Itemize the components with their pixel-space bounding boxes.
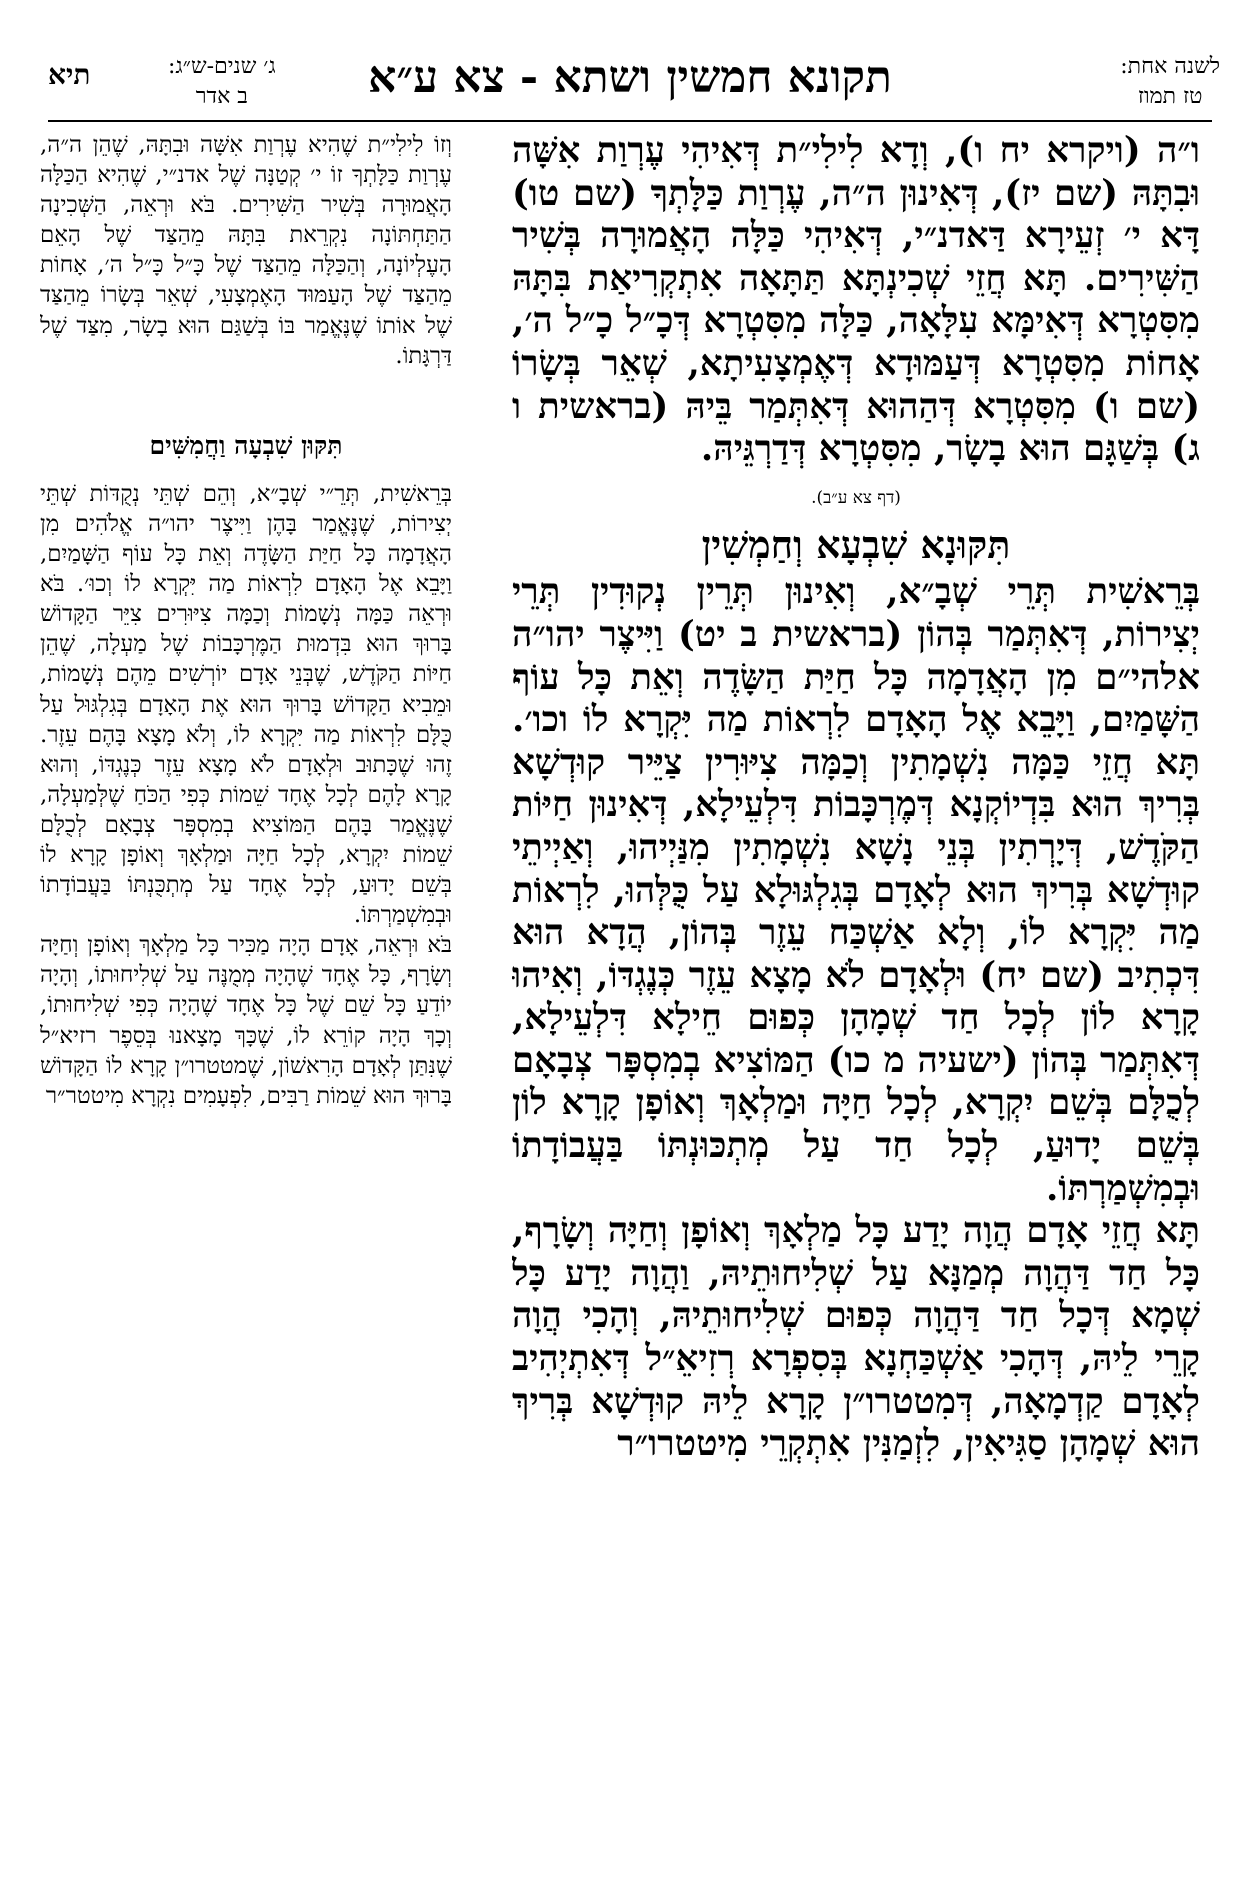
page-header	[28, 48, 1232, 120]
header-date-left	[168, 52, 276, 112]
main-paragraph-3: תָּא חֲזֵי אָדָם הֲוָה יָדַע כָּל מַלְאָךְ וְאוֹפָן וְחַיָּה וְשָׂרָף, כָּל חַד דַּהֲוָה מְמַנָּא עַל שְׁלִיחוּתֵיהּ, וַהֲוָה יָדַע כָּל שְׁמָא דְּכָל חַד דַּהֲוָה כְּפוּם שְׁלִיחוּתֵיהּ, וְהָכִי הֲוָה קָרֵי לֵיהּ, דְּהָכִי אַשְׁכַּחְנָא בְּסִפְרָא רְזִיאֵ״ל דְּאִתְיְהִיב לְאָדָם קַדְמָאָה, דְּמִטטרו״ן קָרָא לֵיהּ קוּדְשָׁא בְּרִיךְ הוּא שְׁמָהָן סַגִּיאִין, לִזְמַנִּין אִתְקְרֵי מִיטטרו״ר	[512, 1210, 1200, 1465]
page-title: תקונא חמשין ושתא - צא ע״א	[368, 52, 892, 103]
side-paragraph-1: וְזוֹ לִילִי״ת שֶׁהִיא עֶרְוַת אִשָּׁה וּבִתָּהּ, שֶׁהֵן ה״ה, עֶרְוַת כַּלָּתְךָ זוֹ י׳ קְטַנָּה שֶׁל אדנ״י, שֶׁהִיא הַכַּלָּה הָאֲמוּרָה בְּשִׁיר הַשִּׁירִים. בֹּא וּרְאֵה, הַשְּׁכִינָה הַתַּחְתּוֹנָה נִקְרֵאת בִּתָּהּ מֵהַצַּד שֶׁל הָאֵם הָעֶלְיוֹנָה, וְהַכַּלָּה מֵהַצַּד שֶׁל כָּ״ל כָּ״ל ה׳, אָחוֹת מֵהַצַּד שֶׁל הָעַמּוּד הָאֶמְצָעִי, שְׁאֵר בְּשָׂרוֹ מֵהַצַּד שֶׁל אוֹתוֹ שֶׁנֶּאֱמַר בּוֹ בְּשַׁגַּם הוּא בָשָׂר, מִצַּד שֶׁל דַּרְגָּתוֹ.	[40, 132, 452, 369]
main-section-title: תִּקּוּנָא שִׁבְעָא וְחַמְשִׁין	[701, 522, 1011, 568]
page-reference	[512, 471, 1200, 520]
main-paragraph-2: בְּרֵאשִׁית תְּרֵי שְׁבָ״א, וְאִינוּן תְּרֵין נְקוּדִין תְּרֵי יְצִירוֹת, דְּאִתְּמַר בְּהוֹן (בראשית ב יט) וַיִּיצֶר יהו״ה אלהי״ם מִן הָאֲדָמָה כָּל חַיַּת הַשָּׂדֶה וְאֵת כָּל עוֹף הַשָּׁמַיִם, וַיָּבֵא אֶל הָאָדָם לִרְאוֹת מַה יִּקְרָא לוֹ וכו׳. תָּא חֲזֵי כַּמָּה נִשְׁמָתִין וְכַמָּה צִיּוּרִין צַיֵּיר קוּדְשָׁא בְּרִיךְ הוּא בִּדְיוֹקְנָא דְּמֶרְכָּבוֹת דִּלְעֵילָא, דְּאִינוּן חַיּוֹת הַקֹּדֶשׁ, דְּיָרְתִין בְּנֵי נָשָׁא נִשְׁמָתִין מִנַּיְיהוּ, וְאַיְיתֵי קוּדְשָׁא בְּרִיךְ הוּא לְאָדָם בְּגִלְגּוּלָא עַל כֻּלְּהוּ, לִרְאוֹת מַה יִּקְרָא לוֹ, וְלָא אַשְׁכַּח עֵזֶר בְּהוֹן, הֲדָא הוּא דִּכְתִיב (שם יח) וּלְאָדָם לֹא מָצָא עֵזֶר כְּנֶגְדּוֹ, וְאִיהוּ קָרָא לוֹן לְכָל חַד שְׁמָהָן כְּפוּם חֵילָא דִּלְעֵילָא, דְּאִתְּמַר בְּהוֹן (ישעיה מ כו) הַמּוֹצִיא בְמִסְפָּר צְבָאָם לְכֻלָּם בְּשֵׁם יִקְרָא, לְכָל חַיָּה וּמַלְאָךְ וְאוֹפָן קָרָא לוֹן בְּשֵׁם יָדוּעַ, לְכָל חַד עַל מְתְכּוּנְתּוֹ בַּעֲבוֹדָתוֹ וּבְמִשְׁמַרְתּוֹ.	[512, 571, 1200, 1209]
side-section-title: תִּקּוּן שִׁבְעָה וַחֲמִשִּׁים	[149, 430, 343, 460]
side-paragraph-3: בֹּא וּרְאֵה, אָדָם הָיָה מַכִּיר כָּל מַלְאָךְ וְאוֹפָן וְחַיָּה וְשָׂרָף, כָּל אֶחָד שֶׁהָיָה מְמֻנֶּה עַל שְׁלִיחוּתוֹ, וְהָיָה יוֹדֵעַ כָּל שֵׁם שֶׁל כָּל אֶחָד שֶׁהָיָה כְּפִי שְׁלִיחוּתוֹ, וְכָךְ הָיָה קוֹרֵא לוֹ, שֶׁכָּךְ מָצָאנוּ בְּסֵפֶר רזיא״ל שֶׁנִּתַּן לְאָדָם הָרִאשׁוֹן, שֶׁמטטרו״ן קָרָא לוֹ הַקָּדוֹשׁ בָּרוּךְ הוּא שֵׁמוֹת רַבִּים, לִפְעָמִים נִקְרָא מִיטטר״ר	[40, 932, 452, 1109]
header-rule	[48, 120, 1212, 122]
header-date-left-line2: ב אדר	[195, 84, 248, 109]
header-date-left-line1: ג׳ שנים-ש״ג:	[168, 54, 276, 79]
page-number: תיא	[48, 58, 91, 91]
translation-column	[40, 130, 452, 1840]
header-date-right-line2: טז תמוז	[1137, 84, 1203, 109]
header-date-right-line1: לשנה אחת:	[1120, 54, 1220, 79]
side-paragraph-2: בְּרֵאשִׁית, תְּרֵ״י שְׁבָ״א, וְהֵם שְׁתֵּי נְקֻדּוֹת שְׁתֵּי יְצִירוֹת, שֶׁנֶּאֱמַר בָּהֶן וַיִּיצֶר יהו״ה אֱלֹהִים מִן הָאֲדָמָה כָּל חַיַּת הַשָּׂדֶה וְאֵת כָּל עוֹף הַשָּׁמַיִם, וַיָּבֵא אֶל הָאָדָם לִרְאוֹת מַה יִּקְרָא לוֹ וְכוּ׳. בֹּא וּרְאֵה כַּמָּה נְשָׁמוֹת וְכַמָּה צִיּוּרִים צִיֵּר הַקָּדוֹשׁ בָּרוּךְ הוּא בִּדְמוּת הַמֶּרְכָּבוֹת שֶׁל מַעְלָה, שֶׁהֵן חַיּוֹת הַקֹּדֶשׁ, שֶׁבְּנֵי אָדָם יוֹרְשִׁים מֵהֶם נְשָׁמוֹת, וּמֵבִיא הַקָּדוֹשׁ בָּרוּךְ הוּא אֶת הָאָדָם בְּגִלְגּוּל עַל כֻּלָּם לִרְאוֹת מַה יִּקְרָא לוֹ, וְלֹא מָצָא בָּהֶם עֵזֶר. זֶהוּ שֶׁכָּתוּב וּלְאָדָם לֹא מָצָא עֵזֶר כְּנֶגְדּוֹ, וְהוּא קָרָא לָהֶם לְכָל אֶחָד שֵׁמוֹת כְּפִי הַכֹּחַ שֶׁלְּמַעְלָה, שֶׁנֶּאֱמַר בָּהֶם הַמּוֹצִיא בְמִסְפָּר צְבָאָם לְכֻלָּם שֵׁמוֹת יִקְרָא, לְכָל חַיָּה וּמַלְאָךְ וְאוֹפָן קָרָא לוֹ בְּשֵׁם יָדוּעַ, לְכָל אֶחָד עַל מְתְכֻּנְתּוֹ בַּעֲבוֹדָתוֹ וּבְמִשְׁמַרְתּוֹ.	[40, 480, 452, 929]
main-paragraph-1: ו״ה ‎(ויקרא יח ו)‎, וְדָא לִילִי״ת דְּאִיהִי עֶרְוַת אִשָּׁה וּבִתָּהּ (שם יז), דְּאִינוּן ה״ה, עֶרְוַת כַּלָּתְךָ (שם טו) דָּא י׳ זְעֵירָא דַּאדנ״י, דְּאִיהִי כַּלָּה הָאֲמוּרָה בְּשִׁיר הַשִּׁירִים. תָּא חֲזֵי שְׁכִינְתָּא תַּתָּאָה אִתְקְרִיאַת בִּתָּהּ מִסִּטְרָא דְּאִימָּא עִלָּאָה, כַּלָּה מִסִּטְרָא דְּכָ״ל כָ״ל ה׳, אָחוֹת מִסִּטְרָא דְּעַמּוּדָא דְּאֶמְצָעִיתָא, שְׁאֵר בְּשָׂרוֹ (שם ו) מִסִּטְרָא דְּהַהוּא דְּאִתְּמַר בֵּיהּ (בראשית ו ג) בְּשַׁגָּם הוּא בָשָׂר, מִסִּטְרָא דְּדַרְגֵּיהּ.	[512, 130, 1200, 470]
header-date-right	[1120, 52, 1220, 112]
main-text-column	[512, 130, 1200, 1840]
page-reference-text: (דף צא ע״ב).	[811, 487, 901, 508]
